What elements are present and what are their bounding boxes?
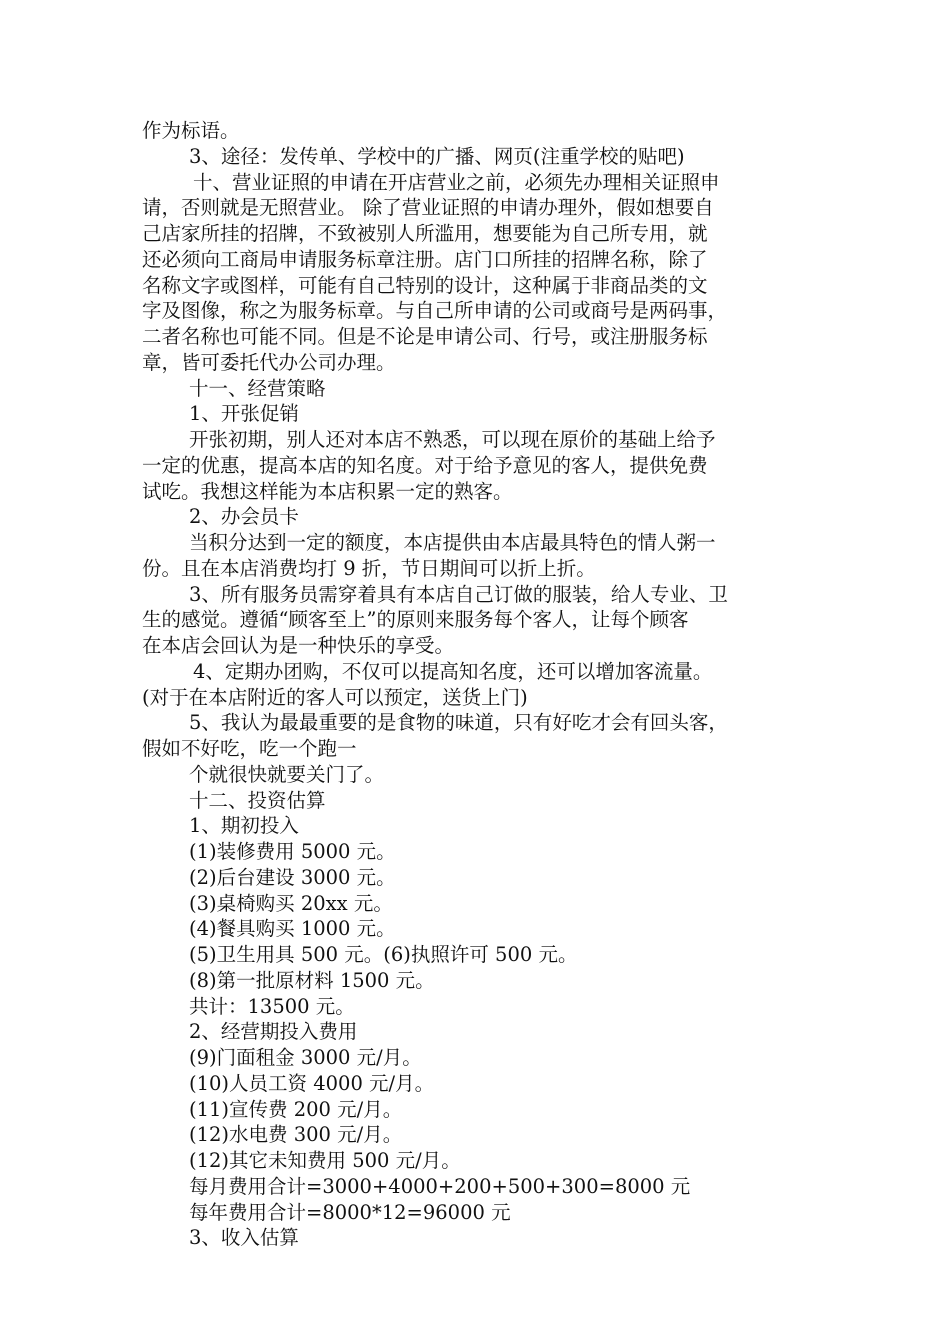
- text-line: 生的感觉。遵循“顾客至上”的原则来服务每个客人，让每个顾客: [142, 608, 689, 632]
- text-line: 字及图像，称之为服务标章。与自己所申请的公司或商号是两码事，: [142, 299, 728, 323]
- text-line: 十、营业证照的申请在开店营业之前，必须先办理相关证照申: [193, 170, 720, 194]
- text-line: 3、所有服务员需穿着具有本店自己订做的服装，给人专业、卫: [189, 582, 728, 606]
- subheading: 1、期初投入: [189, 814, 299, 838]
- list-item: (9)门面租金 3000 元/月。: [189, 1046, 422, 1069]
- subheading: 3、收入估算: [189, 1226, 299, 1250]
- total-line: 每年费用合计=8000*12=96000 元: [189, 1200, 511, 1224]
- list-item: (5)卫生用具 500 元。(6)执照许可 500 元。: [189, 943, 578, 966]
- subheading: 1、开张促销: [189, 402, 299, 426]
- text-line: 份。且在本店消费均打 9 折，节日期间可以折上折。: [142, 556, 596, 580]
- total-line: 共计：13500 元。: [189, 994, 355, 1018]
- text-line: 章，皆可委托代办公司办理。: [142, 350, 396, 374]
- text-line: 3、途径：发传单、学校中的广播、网页(注重学校的贴吧): [189, 144, 685, 168]
- text-line: 名称文字或图样，可能有自己特别的设计，这种属于非商品类的文: [142, 273, 708, 297]
- list-item: (4)餐具购买 1000 元。: [189, 917, 396, 941]
- list-item: (1)装修费用 5000 元。: [189, 840, 396, 863]
- text-line: 己店家所挂的招牌，不致被别人所滥用，想要能为自己所专用，就: [142, 222, 708, 245]
- text-line: (对于在本店附近的客人可以预定，送货上门): [142, 685, 528, 709]
- text-line: 作为标语。: [142, 119, 240, 142]
- list-item: (2)后台建设 3000 元。: [189, 865, 396, 889]
- text-line: 4、定期办团购，不仅可以提高知名度，还可以增加客流量。: [193, 659, 713, 683]
- text-line: 请，否则就是无照营业。 除了营业证照的申请办理外，假如想要自: [142, 196, 714, 220]
- text-line: 开张初期，别人还对本店不熟悉，可以现在原价的基础上给予: [189, 428, 716, 451]
- text-line: 个就很快就要关门了。: [189, 762, 385, 786]
- subheading: 2、经营期投入费用: [189, 1020, 358, 1044]
- section-heading: 十二、投资估算: [189, 788, 326, 812]
- subheading: 2、办会员卡: [189, 505, 299, 529]
- document-body: [142, 118, 822, 1251]
- list-item: (12)其它未知费用 500 元/月。: [189, 1149, 461, 1172]
- list-item: (11)宣传费 200 元/月。: [189, 1097, 403, 1121]
- text-line: 还必须向工商局申请服务标章注册。店门口所挂的招牌名称，除了: [142, 247, 708, 271]
- list-item: (3)桌椅购买 20xx 元。: [189, 891, 393, 915]
- list-item: (8)第一批原材料 1500 元。: [189, 968, 435, 992]
- text-line: 试吃。我想这样能为本店积累一定的熟客。: [142, 479, 513, 503]
- text-line: 一定的优惠，提高本店的知名度。对于给予意见的客人，提供免费: [142, 453, 708, 477]
- text-line: 二者名称也可能不同。但是不论是申请公司、行号，或注册服务标: [142, 325, 708, 348]
- text-line: 在本店会回认为是一种快乐的享受。: [142, 634, 455, 657]
- text-line: 假如不好吃，吃一个跑一: [142, 737, 357, 760]
- text-line: 5、我认为最最重要的是食物的味道，只有好吃才会有回头客，: [189, 711, 728, 735]
- total-line: 每月费用合计=3000+4000+200+500+300=8000 元: [189, 1174, 691, 1198]
- list-item: (10)人员工资 4000 元/月。: [189, 1071, 435, 1095]
- text-line: 当积分达到一定的额度，本店提供由本店最具特色的情人粥一: [189, 531, 716, 554]
- section-heading: 十一、经营策略: [189, 376, 326, 400]
- list-item: (12)水电费 300 元/月。: [189, 1123, 403, 1147]
